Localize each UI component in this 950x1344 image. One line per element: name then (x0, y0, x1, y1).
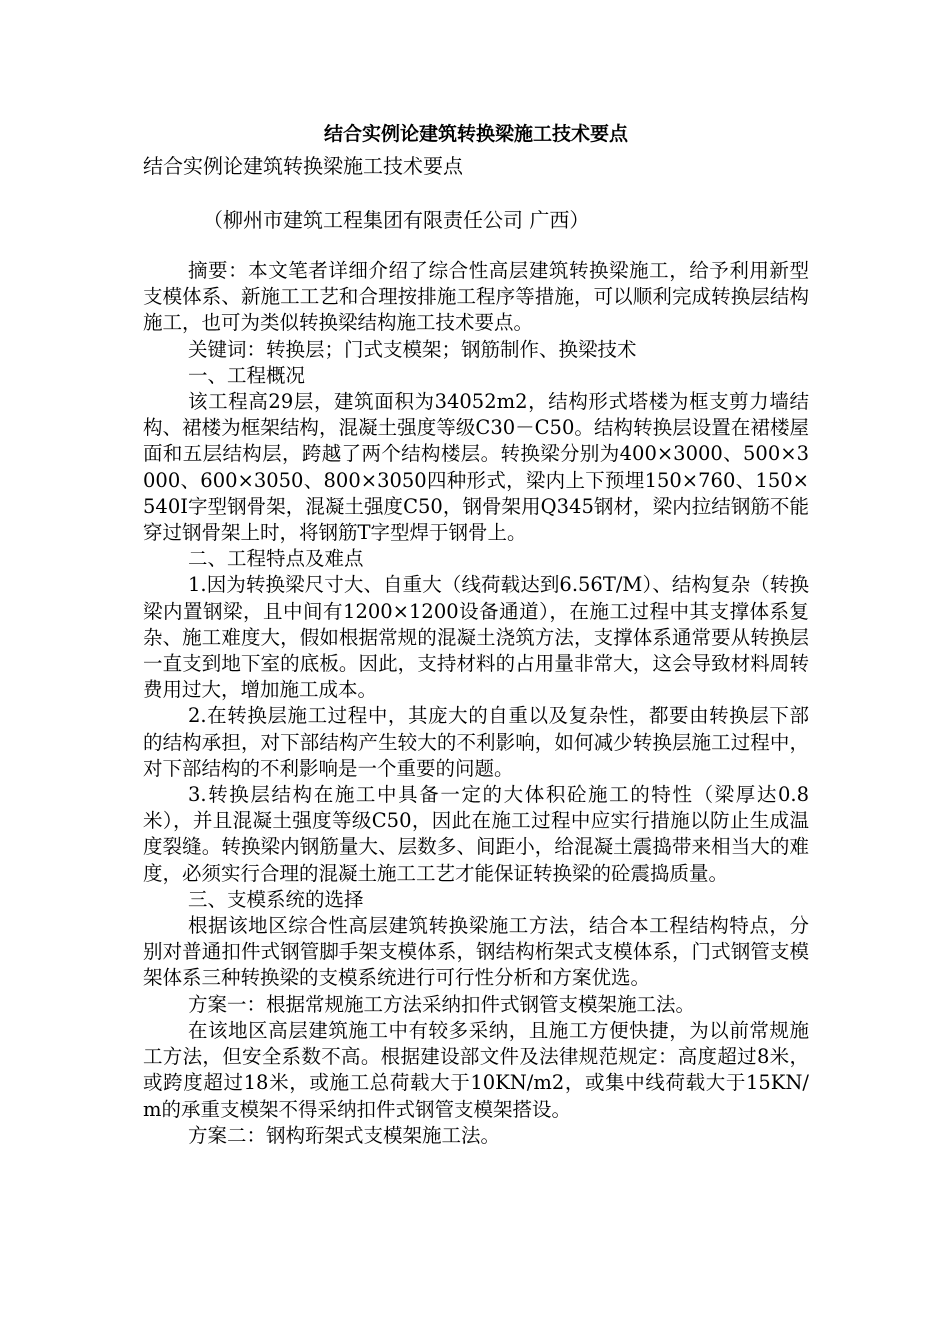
feature-paragraph-2: 2.在转换层施工过程中，其庞大的自重以及复杂性，都要由转换层下部的结构承担，对下部结构产生较大的不利影响，如何减少转换层施工过程中，对下部结构的不利影响是一个重要的问题。 (143, 704, 809, 780)
keywords-paragraph: 关键词：转换层；门式支模架；钢筋制作、换梁技术 (188, 337, 637, 361)
section-heading-overview: 一、工程概况 (188, 363, 306, 387)
document-subtitle: 结合实例论建筑转换梁施工技术要点 (143, 154, 463, 178)
document-page (143, 118, 809, 1149)
feature-paragraph-3: 3.转换层结构在施工中具备一定的大体积砼施工的特性（梁厚达0.8米），并且混凝土强度等级C50，因此在施工过程中应实行措施以防止生成温度裂缝。转换梁内钢筋量大、层数多、间距小，给混凝土震捣带来相当大的难度，必须实行合理的混凝土施工工艺才能保证转换梁的砼震捣质量。 (143, 783, 809, 885)
feature-paragraph-1: 1.因为转换梁尺寸大、自重大（线荷载达到6.56T/M）、结构复杂（转换梁内置钢梁，且中间有1200×1200设备通道），在施工过程中其支撑体系复杂、施工难度大，假如根据常规的混凝土浇筑方法，支撑体系通常要从转换层一直支到地下室的底板。因此，支持材料的占用量非常大，这会导致材料周转费用过大，增加施工成本。 (143, 573, 809, 702)
overview-paragraph: 该工程高29层，建筑面积为34052m2，结构形式塔楼为框支剪力墙结构、裙楼为框架结构，混凝土强度等级C30－C50。结构转换层设置在裙楼屋面和五层结构层，跨越了两个结构楼层。转换梁分别为400×3000、500×3000、600×3050、800×3050四种形式，梁内上下预埋150×760、150×540I字型钢骨架，混凝土强度C50，钢骨架用Q345钢材，梁内拉结钢筋不能穿过钢骨架上时，将钢筋T字型焊于钢骨上。 (143, 390, 809, 545)
section-heading-formwork: 三、支模系统的选择 (188, 887, 364, 911)
plan-two-heading: 方案二：钢构珩架式支模架施工法。 (188, 1123, 501, 1147)
abstract-paragraph: 摘要：本文笔者详细介绍了综合性高层建筑转换梁施工，给予利用新型支模体系、新施工工艺和合理按排施工程序等措施，可以顺利完成转换层结构施工，也可为类似转换梁结构施工技术要点。 (143, 259, 809, 335)
document-title: 结合实例论建筑转换梁施工技术要点 (323, 123, 628, 145)
formwork-paragraph: 根据该地区综合性高层建筑转换梁施工方法，结合本工程结构特点，分别对普通扣件式钢管脚手架支模体系，钢结构桁架式支模体系，门式钢管支模架体系三种转换梁的支模系统进行可行性分析和方案优选。 (143, 914, 809, 990)
plan-one-paragraph: 在该地区高层建筑施工中有较多采纳，且施工方便快捷，为以前常规施工方法，但安全系数不高。根据建设部文件及法律规范规定：高度超过8米，或跨度超过18米，或施工总荷载大于10KN/m2，或集中线荷载大于15KN/m的承重支模架不得采纳扣件式钢管支模架搭设。 (143, 1018, 809, 1121)
document-body (143, 258, 809, 1149)
plan-one-heading: 方案一：根据常规施工方法采纳扣件式钢管支模架施工法。 (188, 992, 696, 1016)
section-heading-features: 二、工程特点及难点 (188, 547, 364, 571)
author-organization: （柳州市建筑工程集团有限责任公司 广西） (203, 208, 590, 232)
